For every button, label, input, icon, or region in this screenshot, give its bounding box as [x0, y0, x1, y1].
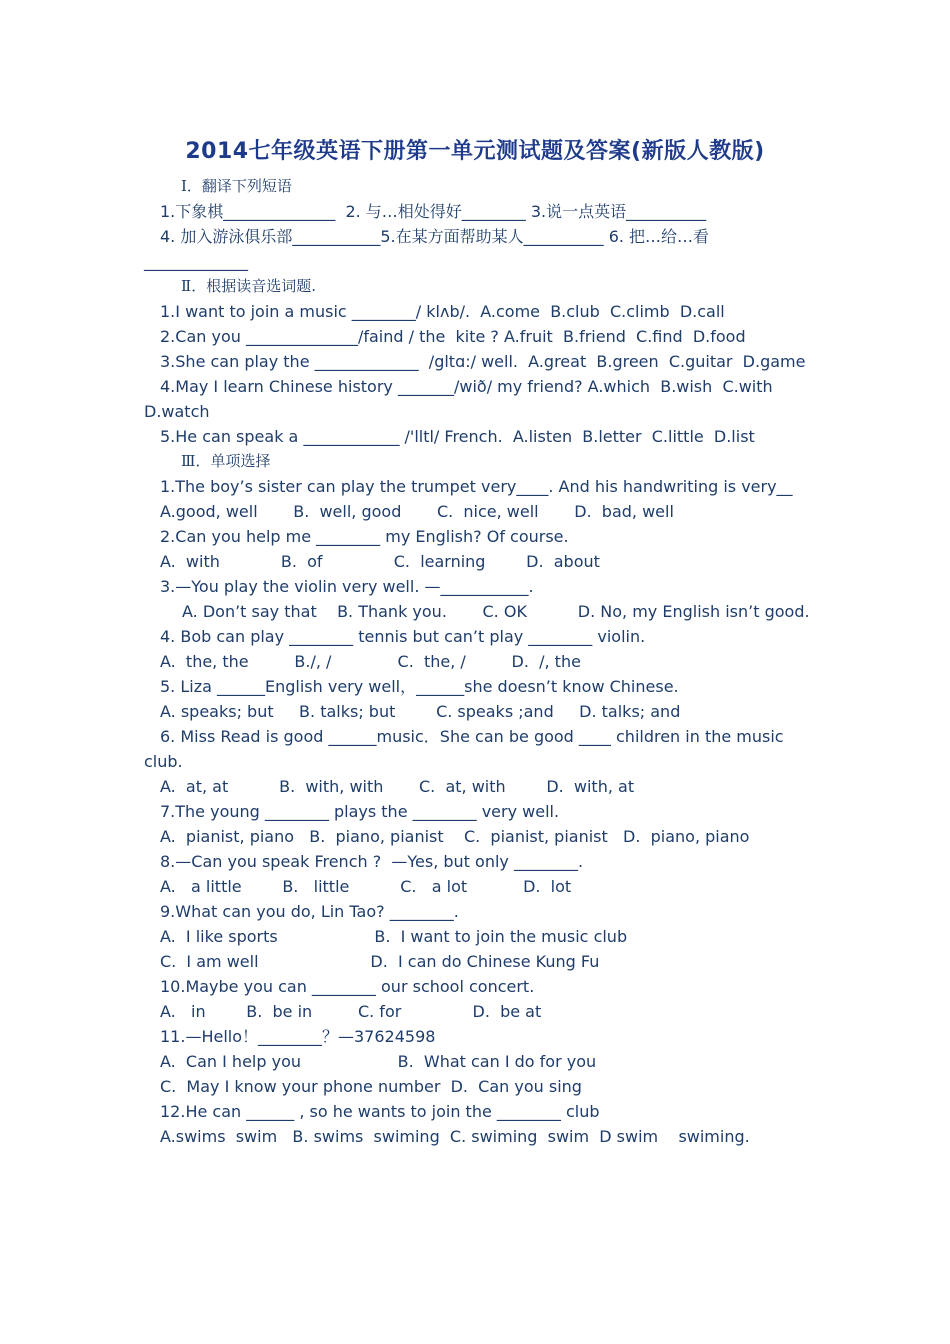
answer-options: A. pianist, piano B. piano, pianist C. pianist, pianist D. piano, piano: [160, 827, 750, 846]
answer-options: A. speaks; but B. talks; but C. speaks ;and D. talks; and: [160, 702, 681, 721]
question-line: 5.He can speak a ____________ /'lltl/ French. A.listen B.letter C.little D.list: [160, 427, 755, 446]
answer-options: A. Can I help you B. What can I do for you: [160, 1052, 597, 1071]
question-line: 5. Liza ______English very well，______she doesn’t know Chinese.: [160, 677, 679, 696]
answer-options: A. in B. be in C. for D. be at: [160, 1002, 542, 1021]
answer-options: A. at, at B. with, with C. at, with D. with, at: [160, 777, 635, 796]
answer-options: A.good, well B. well, good C. nice, well D. bad, well: [160, 502, 674, 521]
answer-options: A. Don’t say that B. Thank you. C. OK D. No, my English isn’t good.: [182, 602, 810, 621]
question-line: 3.She can play the _____________ /gltɑ:/ well. A.great B.green C.guitar D.game: [160, 352, 806, 371]
answer-options: C. I am well D. I can do Chinese Kung Fu: [160, 952, 600, 971]
question-line: 6. Miss Read is good ______music．She can be good ____ children in the music club.: [144, 727, 789, 771]
question-line: 12.He can ______ , so he wants to join the ________ club: [160, 1102, 600, 1121]
page-title: 2014七年级英语下册第一单元测试题及答案(新版人教版): [185, 139, 765, 164]
question-line: 4.May I learn Chinese history _______/wið/ my friend? A.which B.wish C.with D.watch: [144, 377, 783, 421]
answer-options: A.swims swim B. swims swiming C. swiming swim D swim swiming.: [160, 1127, 750, 1146]
answer-options: C. May I know your phone number D. Can you sing: [160, 1077, 582, 1096]
question-line: 1.The boy’s sister can play the trumpet very____. And his handwriting is very__: [160, 477, 793, 496]
question-line: 4. 加入游泳俱乐部___________5.在某方面帮助某人__________ 6. 把…给…看_____________: [144, 227, 710, 271]
question-line: 1.下象棋______________ 2. 与…相处得好________ 3.说一点英语__________: [160, 202, 707, 221]
question-line: 10.Maybe you can ________ our school concert.: [160, 977, 535, 996]
question-line: 3.—You play the violin very well. —___________.: [160, 577, 534, 596]
answer-options: A. a little B. little C. a lot D. lot: [160, 877, 572, 896]
section-heading-translate: Ⅰ．翻译下列短语: [181, 177, 292, 195]
question-line: 4. Bob can play ________ tennis but can’t play ________ violin.: [160, 627, 646, 646]
answer-options: A. the, the B./, / C. the, / D. /, the: [160, 652, 581, 671]
question-line: 2.Can you help me ________ my English? Of course.: [160, 527, 569, 546]
answer-options: A. I like sports B. I want to join the music club: [160, 927, 628, 946]
question-line: 8.—Can you speak French ? —Yes, but only ________.: [160, 852, 584, 871]
answer-options: A. with B. of C. learning D. about: [160, 552, 600, 571]
question-line: 2.Can you ______________/faind / the kite ? A.fruit B.friend C.find D.food: [160, 327, 746, 346]
section-heading-multiple-choice: Ⅲ．单项选择: [181, 452, 271, 470]
question-line: 1.I want to join a music ________/ klʌb/. A.come B.club C.climb D.call: [160, 302, 725, 321]
question-line: 7.The young ________ plays the ________ very well.: [160, 802, 560, 821]
question-line: 11.—Hello！________？—37624598: [160, 1027, 436, 1046]
document-body: [144, 174, 810, 1149]
section-heading-pronunciation: Ⅱ．根据读音选词题.: [181, 277, 316, 295]
question-line: 9.What can you do, Lin Tao? ________.: [160, 902, 459, 921]
